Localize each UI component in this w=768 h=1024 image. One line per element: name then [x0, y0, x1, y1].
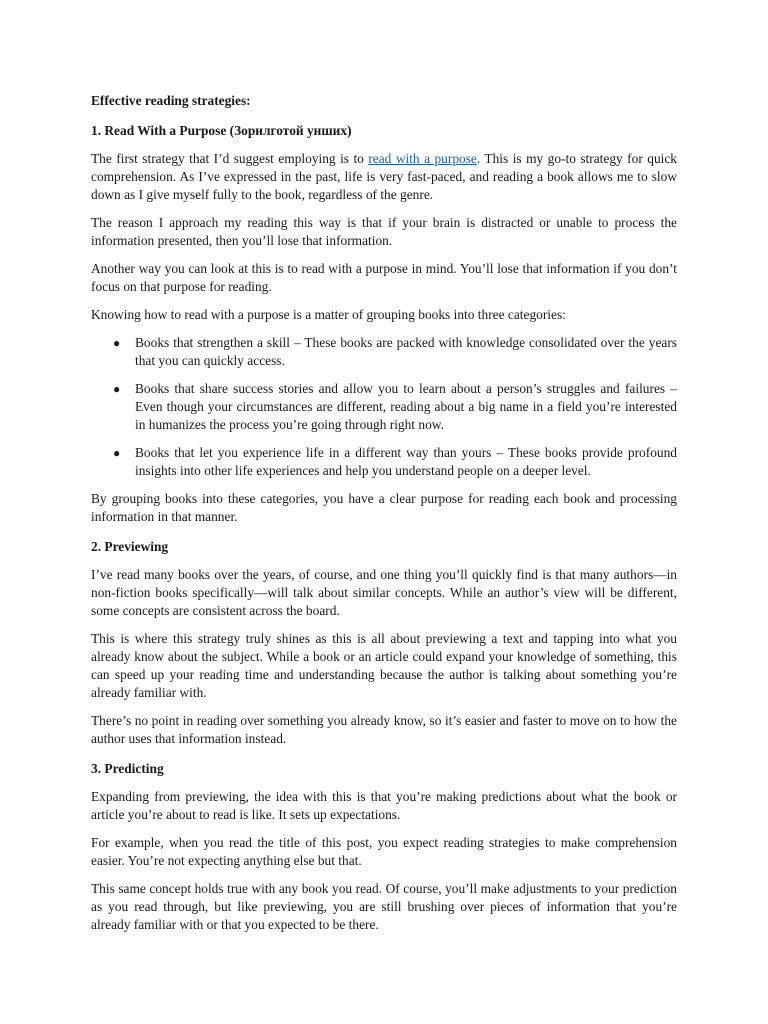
list-item	[113, 334, 677, 370]
section-3-paragraph-1: Expanding from previewing, the idea with this is that you’re making predictions about what the book or article you’re about to read is like. It sets up expectations.	[91, 789, 677, 822]
section-1-paragraph-5: By grouping books into these categories, you have a clear purpose for reading each book and processing information in that manner.	[91, 491, 677, 524]
section-1-heading: 1. Read With a Purpose (Зорилготой унших)	[91, 123, 352, 138]
section-1-paragraph-1	[91, 150, 677, 204]
list-item	[113, 444, 677, 480]
list-item-text: Books that strengthen a skill – These books are packed with knowledge consolidated over the years that you can quickly access.	[135, 335, 677, 368]
section-1-paragraph-4: Knowing how to read with a purpose is a matter of grouping books into three categories:	[91, 307, 566, 322]
list-item-text: Books that share success stories and allow you to learn about a person’s struggles and failures – Even though your circumstances are different, reading about a big name in a field you’re interested in humanizes the process you’re going through right now.	[135, 381, 677, 432]
document-title: Effective reading strategies:	[91, 93, 251, 108]
section-3-heading: 3. Predicting	[91, 761, 164, 776]
section-1-paragraph-2: The reason I approach my reading this way is that if your brain is distracted or unable to process the information presented, then you’ll lose that information.	[91, 215, 677, 248]
section-1-paragraph-3: Another way you can look at this is to read with a purpose in mind. You’ll lose that information if you don’t focus on that purpose for reading.	[91, 261, 677, 294]
section-2-paragraph-2: This is where this strategy truly shines as this is all about previewing a text and tapping into what you already know about the subject. While a book or an article could expand your knowledge of something, this can speed up your reading time and understanding because the author is talking about something you’re already familiar with.	[91, 631, 677, 700]
paragraph-text: The first strategy that I’d suggest employing is to	[91, 151, 369, 166]
categories-list	[91, 334, 677, 480]
list-item-text: Books that let you experience life in a different way than yours – These books provide profound insights into other life experiences and help you understand people on a deeper level.	[135, 445, 677, 478]
section-3-paragraph-3: This same concept holds true with any book you read. Of course, you’ll make adjustments to your prediction as you read through, but like previewing, you are still brushing over pieces of information that you’re already familiar with or that you expected to be there.	[91, 881, 677, 932]
bullet-icon: ●	[113, 446, 121, 460]
bullet-icon: ●	[113, 336, 121, 350]
section-2-paragraph-3: There’s no point in reading over something you already know, so it’s easier and faster to move on to how the author uses that information instead.	[91, 713, 677, 746]
list-item	[113, 380, 677, 434]
section-2-paragraph-1: I’ve read many books over the years, of course, and one thing you’ll quickly find is that many authors—in non-fiction books specifically—will talk about similar concepts. While an author’s view will be different, some concepts are consistent across the board.	[91, 567, 677, 618]
bullet-icon: ●	[113, 382, 121, 396]
paragraph-text: . This is my go-to strategy for quick comprehension. As I’ve expressed in the past, life is very fast-paced, and reading a book allows me to slow down as I give myself fully to the book, regardless of the genre.	[91, 151, 677, 202]
section-2-heading: 2. Previewing	[91, 539, 169, 554]
read-with-a-purpose-link[interactable]: read with a purpose	[368, 151, 477, 166]
section-3-paragraph-2: For example, when you read the title of this post, you expect reading strategies to make comprehension easier. You’re not expecting anything else but that.	[91, 835, 677, 868]
